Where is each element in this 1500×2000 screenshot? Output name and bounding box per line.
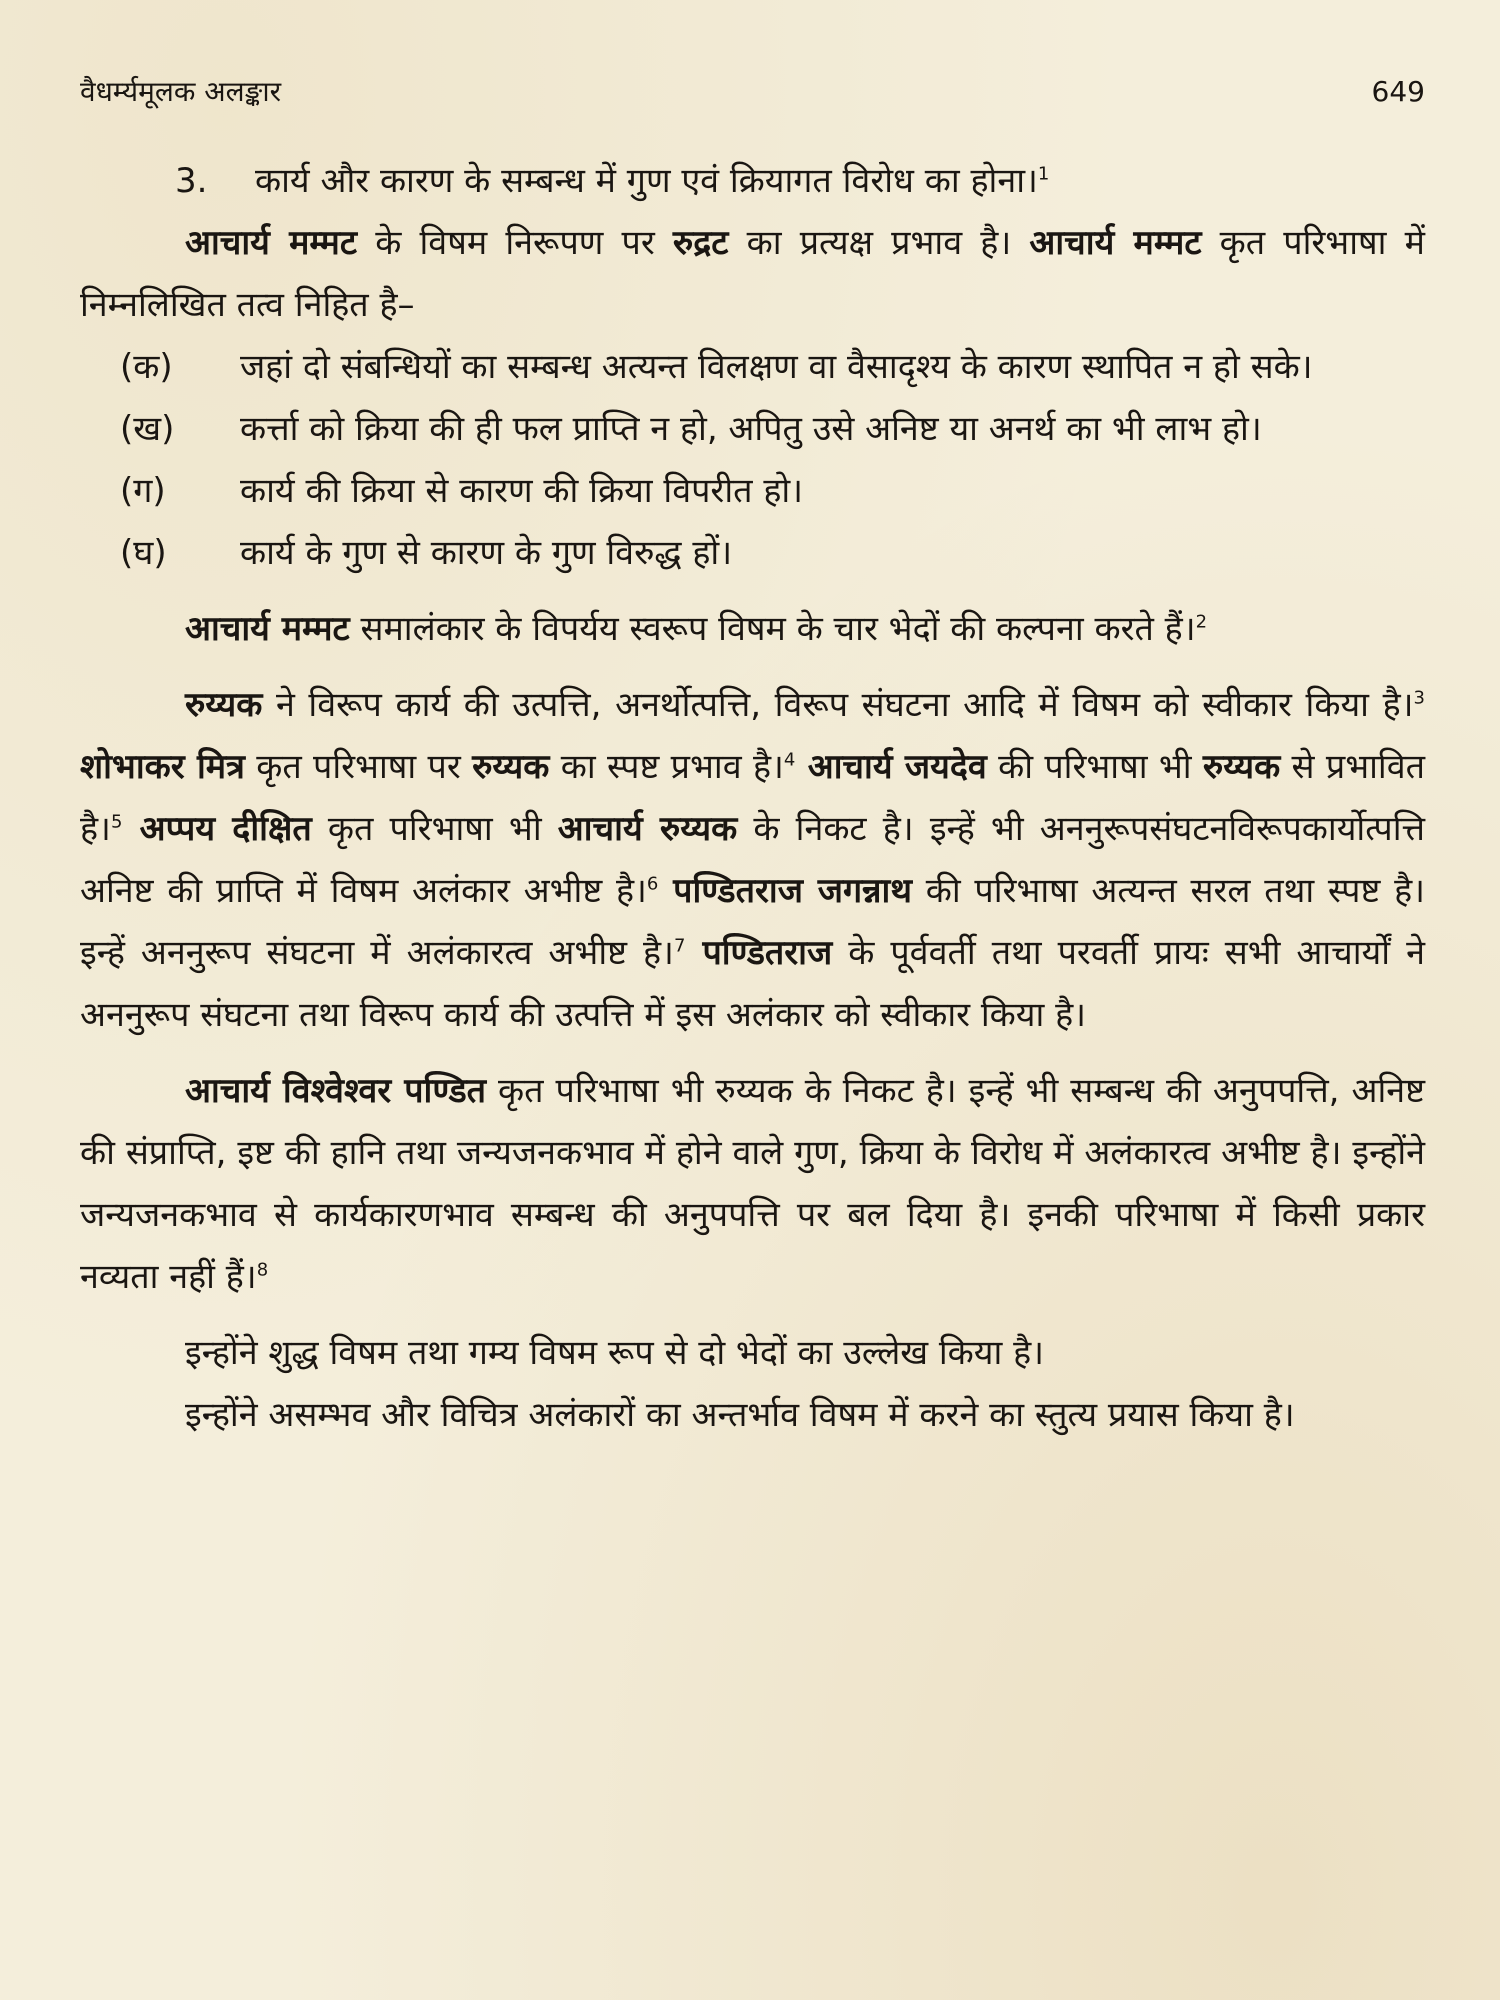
paragraph: रुय्यक ने विरूप कार्य की उत्पत्ति, अनर्थोत्पत्ति, विरूप संघटना आदि में विषम को स्वीकार किया है।$^3$ शोभाकर मित्र कृत परिभाषा पर रुय्यक का स्पष्ट प्रभाव है।$^4$ आचार्य जयदेव की परिभाषा भी रुय्यक से प्रभावित है।$^5$ अप्पय दीक्षित कृत परिभाषा भी आचार्य रुय्यक के निकट है। इन्हें भी अननुरूपसंघटनविरूपकार्योत्पत्ति अनिष्ट की प्राप्ति में विषम अलंकार अभीष्ट है।$^6$ पण्डितराज जगन्नाथ की परिभाषा अत्यन्त सरल तथा स्पष्ट है। इन्हें अननुरूप संघटना में अलंकारत्व अभीष्ट है।$^7$ पण्डितराज के पूर्ववर्ती तथा परवर्ती प्रायः सभी आचार्यों ने अननुरूप संघटना तथा विरूप कार्य की उत्पत्ति में इस अलंकार को स्वीकार किया है।: [80, 685, 1426, 1035]
point-text: कार्य और कारण के सम्बन्ध में गुण एवं क्रियागत विरोध का होना।$^1$: [255, 161, 1050, 201]
numbered-point: [80, 150, 1425, 212]
running-header: [80, 72, 1425, 110]
paragraph: आचार्य मम्मट समालंकार के विपर्यय स्वरूप विषम के चार भेदों की कल्पना करते हैं।$^2$: [185, 609, 1208, 649]
paragraph: आचार्य मम्मट के विषम निरूपण पर रुद्रट का प्रत्यक्ष प्रभाव है। आचार्य मम्मट कृत परिभाषा में निम्नलिखित तत्व निहित है–: [80, 223, 1425, 325]
footnote-ref: 4: [783, 749, 796, 771]
page-number: 649: [1371, 75, 1425, 108]
footnote-ref: 8: [256, 1259, 269, 1281]
footnote-ref: 5: [110, 811, 123, 833]
list-item: (क) जहां दो संबन्धियों का सम्बन्ध अत्यन्त विलक्षण वा वैसादृश्य के कारण स्थापित न हो सके।: [120, 347, 1313, 387]
list-item: (ग) कार्य की क्रिया से कारण की क्रिया विपरीत हो।: [120, 471, 804, 511]
footnote-ref: 6: [646, 873, 659, 895]
paragraph: इन्होंने असम्भव और विचित्र अलंकारों का अन्तर्भाव विषम में करने का स्तुत्य प्रयास किया है।: [185, 1395, 1295, 1435]
paragraph: इन्होंने शुद्ध विषम तथा गम्य विषम रूप से दो भेदों का उल्लेख किया है।: [185, 1333, 1045, 1373]
page-body: [80, 150, 1425, 1446]
footnote-ref: 1: [1037, 163, 1050, 185]
list-item: (ख) कर्त्ता को क्रिया की ही फल प्राप्ति न हो, अपितु उसे अनिष्ट या अनर्थ का भी लाभ हो।: [120, 409, 1262, 449]
footnote-ref: 2: [1195, 611, 1208, 633]
chapter-title: वैधर्म्यमूलक अलङ्कार: [80, 75, 282, 108]
footnote-ref: 7: [673, 935, 686, 957]
paragraph: आचार्य विश्वेश्वर पण्डित कृत परिभाषा भी रुय्यक के निकट है। इन्हें भी सम्बन्ध की अनुपपत्ति, अनिष्ट की संप्राप्ति, इष्ट की हानि तथा जन्यजनकभाव में होने वाले गुण, क्रिया के विरोध में अलंकारत्व अभीष्ट है। इन्होंने जन्यजनकभाव से कार्यकारणभाव सम्बन्ध की अनुपपत्ति पर बल दिया है। इनकी परिभाषा में किसी प्रकार नव्यता नहीं हैं।$^8$: [80, 1071, 1425, 1297]
footnote-ref: 3: [1413, 687, 1425, 709]
point-number: 3.: [175, 161, 208, 201]
list-item: (घ) कार्य के गुण से कारण के गुण विरुद्ध हों।: [120, 533, 733, 573]
